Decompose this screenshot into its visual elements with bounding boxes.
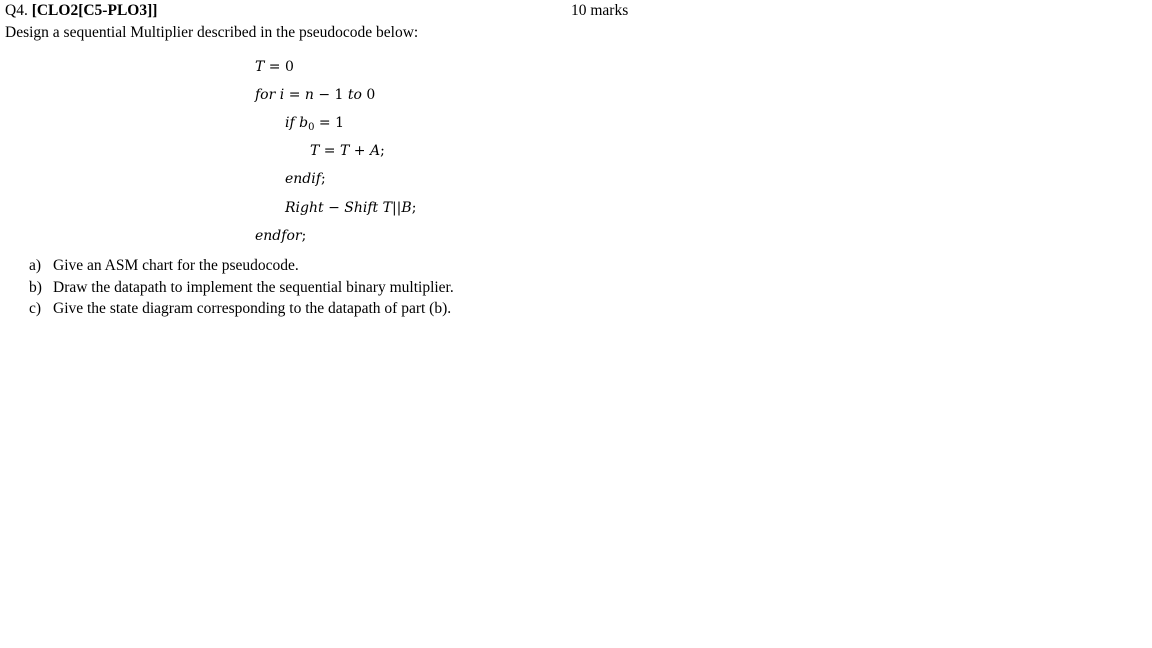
pseudocode-line-3: if $b_0 = 1$ <box>285 115 345 133</box>
list-item <box>29 255 454 277</box>
part-label: b) <box>29 278 42 296</box>
marks-label: 10 marks <box>571 2 629 19</box>
question-number: Q4. <box>5 2 28 19</box>
part-text: Give an ASM chart for the pseudocode. <box>53 257 299 274</box>
question-header <box>5 2 157 20</box>
pseudocode-line-4: T = T + A; <box>310 143 385 159</box>
clo-plo-code: [CLO2[C5-PLO3]] <box>31 2 158 19</box>
part-text: Draw the datapath to implement the sequential binary multiplier. <box>53 278 454 296</box>
pseudocode-line-6: Right − Shift T||B; <box>285 200 417 216</box>
pseudocode-line-2: for i = n − 1 to 0 <box>255 87 376 103</box>
part-label: c) <box>29 300 42 317</box>
list-item <box>29 277 454 299</box>
pseudocode-line-5: endif; <box>285 171 326 187</box>
pseudocode-line-1: T = 0 <box>255 59 294 75</box>
pseudocode-line-7: endfor; <box>255 228 307 244</box>
list-item <box>29 298 454 320</box>
part-label: a) <box>29 257 42 274</box>
question-intro: Design a sequential Multiplier described in the pseudocode below: <box>5 24 419 41</box>
part-text: Give the state diagram corresponding to the datapath of part (b). <box>53 300 452 317</box>
question-parts-list <box>29 255 454 320</box>
